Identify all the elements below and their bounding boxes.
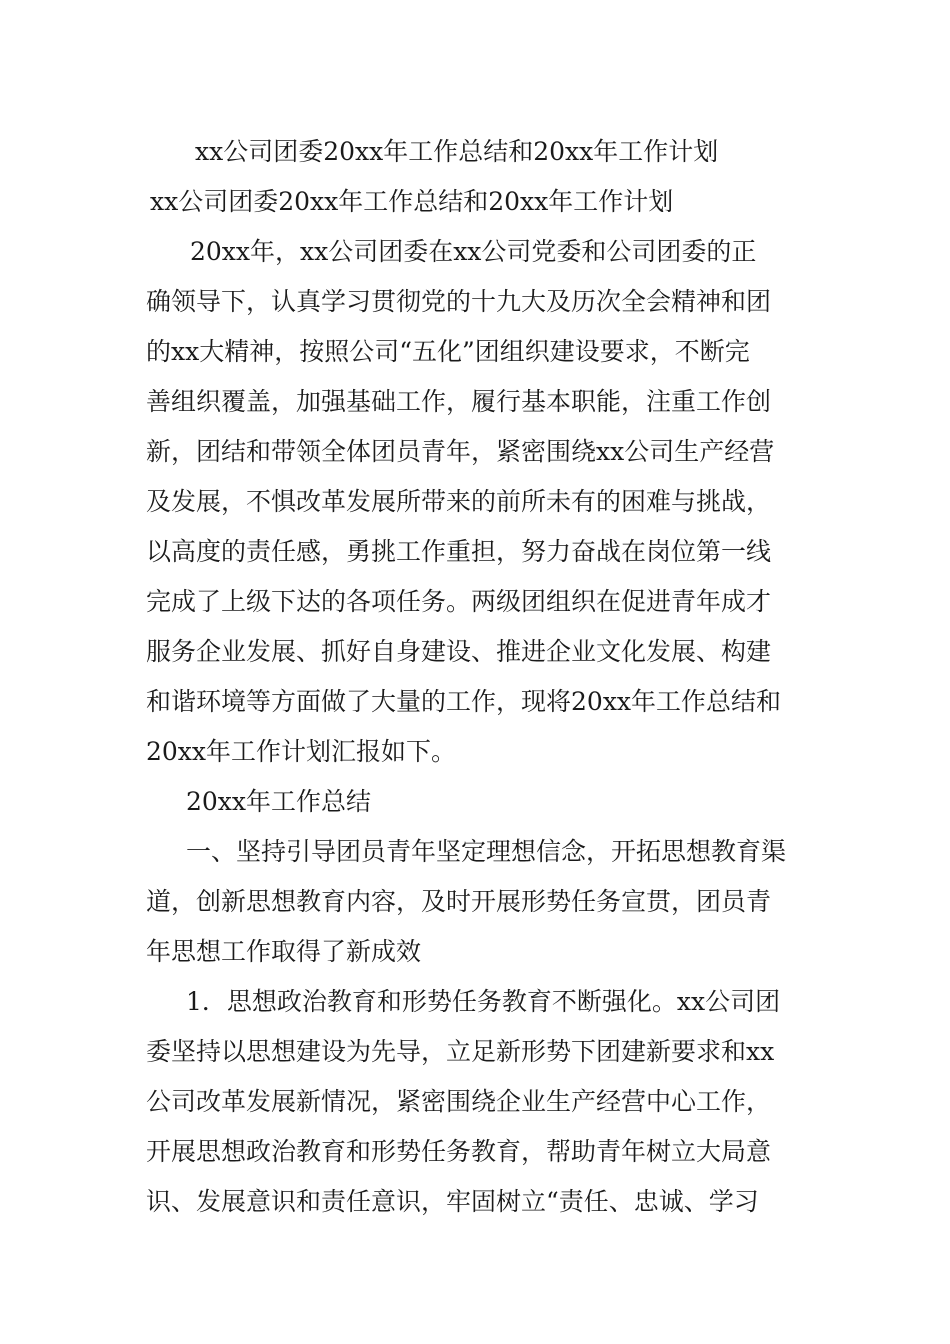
intro-line: 20xx年，xx公司团委在xx公司党委和公司团委的正 bbox=[190, 237, 757, 266]
intro-line: 善组织覆盖，加强基础工作，履行基本职能，注重工作创 bbox=[146, 387, 772, 416]
intro-line: 以高度的责任感，勇挑工作重担，努力奋战在岗位第一线 bbox=[146, 537, 772, 566]
item1-line: 识、发展意识和责任意识，牢固树立“责任、忠诚、学习 bbox=[146, 1187, 759, 1216]
document-title: xx公司团委20xx年工作总结和20xx年工作计划 bbox=[195, 137, 719, 166]
intro-line: 的xx大精神，按照公司“五化”团组织建设要求，不断完 bbox=[146, 337, 750, 366]
part1-line: 道，创新思想教育内容，及时开展形势任务宣贯，团员青 bbox=[146, 887, 772, 916]
intro-line: 服务企业发展、抓好自身建设、推进企业文化发展、构建 bbox=[146, 637, 772, 666]
item1-line: 公司改革发展新情况，紧密围绕企业生产经营中心工作， bbox=[146, 1087, 772, 1116]
intro-line: 完成了上级下达的各项任务。两级团组织在促进青年成才 bbox=[146, 587, 772, 616]
item1-line: 开展思想政治教育和形势任务教育，帮助青年树立大局意 bbox=[146, 1137, 772, 1166]
part1-line: 一、坚持引导团员青年坚定理想信念，开拓思想教育渠 bbox=[186, 837, 787, 866]
item1-line: 1．思想政治教育和形势任务教育不断强化。xx公司团 bbox=[186, 987, 781, 1016]
intro-line: 确领导下，认真学习贯彻党的十九大及历次全会精神和团 bbox=[146, 287, 772, 316]
intro-line: 及发展，不惧改革发展所带来的前所未有的困难与挑战， bbox=[146, 487, 772, 516]
section-heading: 20xx年工作总结 bbox=[186, 787, 372, 816]
document-subtitle: xx公司团委20xx年工作总结和20xx年工作计划 bbox=[150, 187, 674, 216]
intro-line: 新，团结和带领全体团员青年，紧密围绕xx公司生产经营 bbox=[146, 437, 775, 466]
intro-line: 20xx年工作计划汇报如下。 bbox=[146, 737, 457, 766]
intro-line: 和谐环境等方面做了大量的工作，现将20xx年工作总结和 bbox=[146, 687, 782, 716]
item1-line: 委坚持以思想建设为先导，立足新形势下团建新要求和xx bbox=[146, 1037, 775, 1066]
part1-line: 年思想工作取得了新成效 bbox=[146, 937, 422, 966]
